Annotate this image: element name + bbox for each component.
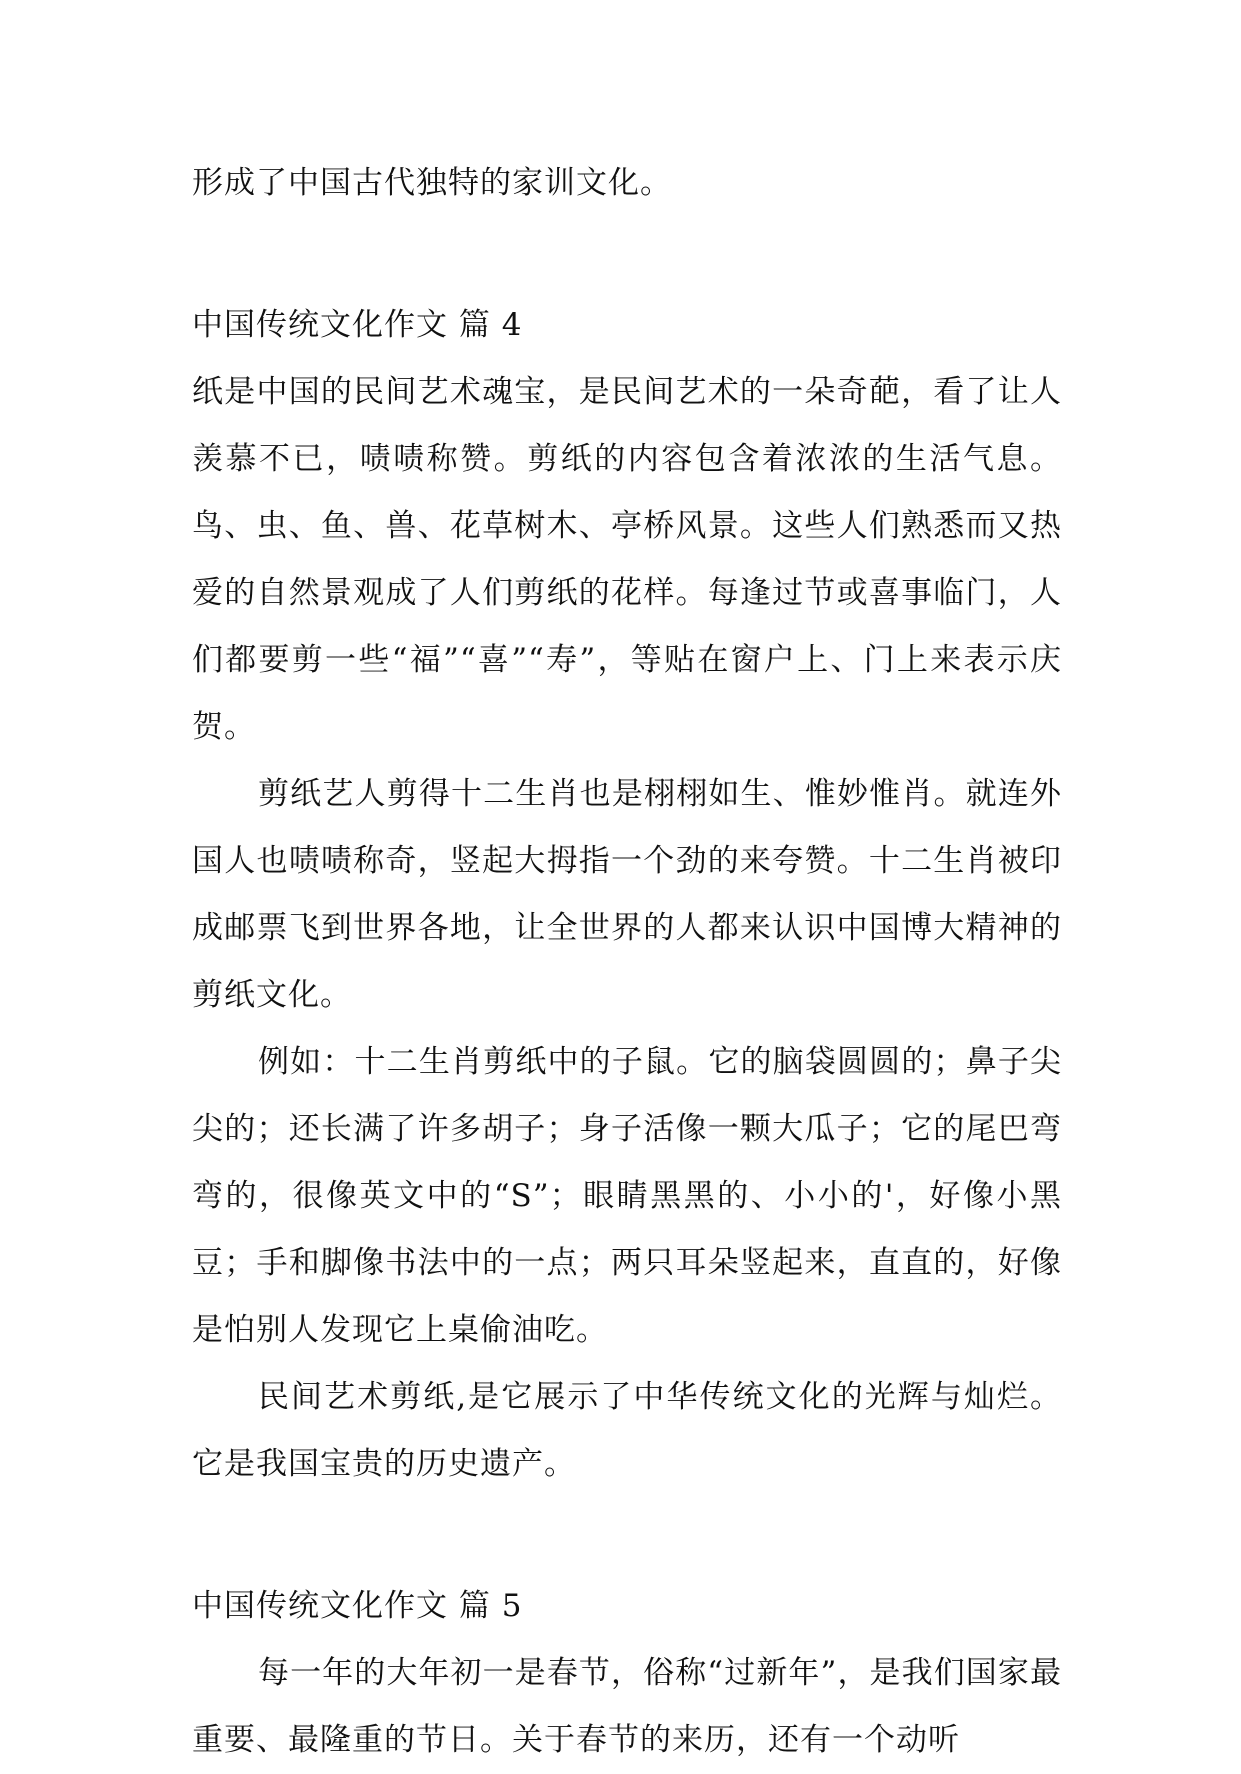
section-4-paragraph-1: 纸是中国的民间艺术魂宝，是民间艺术的一朵奇葩，看了让人羡慕不已，啧啧称赞。剪纸的内容包含着浓浓的生活气息。鸟、虫、鱼、兽、花草树木、亭桥风景。这些人们熟悉而又热爱的自然景观成了人们剪纸的花样。每逢过节或喜事临门，人们都要剪一些“福”“喜”“寿”，等贴在窗户上、门上来表示庆贺。 xyxy=(192,374,1062,745)
section-4-paragraph-3: 例如：十二生肖剪纸中的子鼠。它的脑袋圆圆的；鼻子尖尖的；还长满了许多胡子；身子活像一颗大瓜子；它的尾巴弯弯的，很像英文中的“S”；眼睛黑黑的、小小的'，好像小黑豆；手和脚像书法中的一点；两只耳朵竖起来，直直的，好像是怕别人发现它上桌偷油吃。 xyxy=(192,1044,1062,1348)
intro-tail-paragraph: 形成了中国古代独特的家训文化。 xyxy=(192,165,672,201)
section-4-paragraph-4: 民间艺术剪纸,是它展示了中华传统文化的光辉与灿烂。它是我国宝贵的历史遗产。 xyxy=(192,1379,1062,1482)
section-gap xyxy=(192,1498,1062,1573)
section-4-paragraph-2: 剪纸艺人剪得十二生肖也是栩栩如生、惟妙惟肖。就连外国人也啧啧称奇，竖起大拇指一个劲的来夸赞。十二生肖被印成邮票飞到世界各地，让全世界的人都来认识中国博大精神的剪纸文化。 xyxy=(192,776,1062,1013)
section-gap xyxy=(192,217,1062,292)
section-4-heading: 中国传统文化作文 篇 4 xyxy=(192,307,523,343)
section-5-heading: 中国传统文化作文 篇 5 xyxy=(192,1588,523,1624)
document-page xyxy=(192,150,1062,1774)
section-5-paragraph-1: 每一年的大年初一是春节，俗称“过新年”，是我们国家最重要、最隆重的节日。关于春节的来历，还有一个动听 xyxy=(192,1655,1062,1758)
